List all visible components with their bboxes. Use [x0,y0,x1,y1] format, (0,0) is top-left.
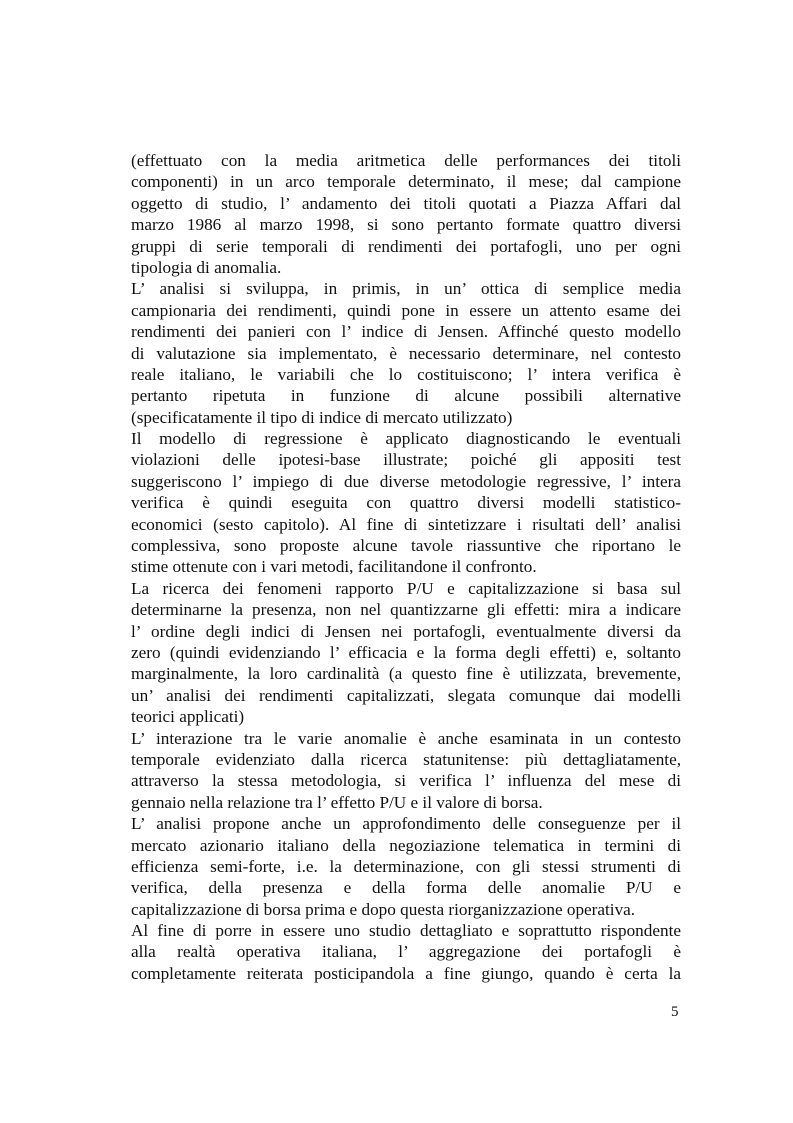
text-line: (effettuato con la media aritmetica delle performances dei titoli [131,151,681,170]
paragraph [131,813,681,920]
paragraph [131,578,681,728]
text-line: verifica, della presenza e della forma delle anomalie P/U e [131,878,681,898]
text-line: stime ottenute con i vari metodi, facilitandone il confronto. [131,557,537,577]
text-line: campionaria dei rendimenti, quindi pone in essere un attento esame dei [131,300,681,320]
text-line: gennaio nella relazione tra l’ effetto P/U e il valore di borsa. [131,792,543,812]
text-line: gruppi di serie temporali di rendimenti dei portafogli, uno per ogni [131,236,681,256]
text-line: zero (quindi evidenziando l’ efficacia e la forma degli effetti) e, soltanto [131,642,681,662]
text-line: violazioni delle ipotesi-base illustrate; poiché gli appositi test [131,450,681,470]
text-line: l’ ordine degli indici di Jensen nei portafogli, eventualmente diversi da [131,621,681,641]
paragraph [131,150,681,278]
text-line: suggeriscono l’ impiego di due diverse metodologie regressive, l’ intera [131,471,681,491]
text-line: marzo 1986 al marzo 1998, si sono pertanto formate quattro diversi [131,215,681,235]
text-line: componenti) in un arco temporale determinato, il mese; dal campione [131,172,681,192]
text-line: Al fine di porre in essere uno studio dettagliato e soprattutto rispondente [131,921,681,941]
text-line: economici (sesto capitolo). Al fine di sintetizzare i risultati dell’ analisi [131,514,681,534]
page-number: 5 [671,1004,679,1020]
paragraph [131,428,681,578]
text-line: alla realtà operativa italiana, l’ aggregazione dei portafogli è [131,942,681,962]
paragraph [131,278,681,428]
text-line: L’ interazione tra le varie anomalie è anche esaminata in un contesto [131,728,681,748]
text-line: determinarne la presenza, non nel quantizzarne gli effetti: mira a indicare [131,600,681,620]
paragraph [131,920,681,984]
text-line: efficienza semi-forte, i.e. la determinazione, con gli stessi strumenti di [131,856,681,876]
text-line: di valutazione sia implementato, è necessario determinare, nel contesto [131,343,681,363]
text-line: capitalizzazione di borsa prima e dopo questa riorganizzazione operativa. [131,899,636,919]
text-line: complessiva, sono proposte alcune tavole riassuntive che riportano le [131,536,681,556]
text-line: Il modello di regressione è applicato diagnosticando le eventuali [131,429,681,449]
text-line: La ricerca dei fenomeni rapporto P/U e capitalizzazione si basa sul [131,578,681,598]
text-line: L’ analisi propone anche un approfondimento delle conseguenze per il [131,814,681,834]
text-line: pertanto ripetuta in funzione di alcune possibili alternative [131,386,681,406]
text-line: oggetto di studio, l’ andamento dei titoli quotati a Piazza Affari dal [131,193,681,213]
text-line: (specificatamente il tipo di indice di mercato utilizzato) [131,407,513,427]
text-line: verifica è quindi eseguita con quattro diversi modelli statistico- [131,493,681,513]
text-line: L’ analisi si sviluppa, in primis, in un’ ottica di semplice media [131,279,681,299]
text-line: tipologia di anomalia. [131,257,282,277]
paragraph [131,728,681,814]
text-line: rendimenti dei panieri con l’ indice di Jensen. Affinché questo modello [131,322,681,342]
text-line: mercato azionario italiano della negoziazione telematica in termini di [131,835,681,855]
text-line: temporale evidenziato dalla ricerca statunitense: più dettagliatamente, [131,749,681,769]
text-line: teorici applicati) [131,707,245,727]
text-line: attraverso la stessa metodologia, si verifica l’ influenza del mese di [131,771,681,791]
text-line: reale italiano, le variabili che lo costituiscono; l’ intera verifica è [131,364,681,384]
text-line: un’ analisi dei rendimenti capitalizzati, slegata comunque dai modelli [131,685,681,705]
text-line: completamente reiterata posticipandola a fine giungo, quando è certa la [131,963,681,983]
text-line: marginalmente, la loro cardinalità (a questo fine è utilizzata, brevemente, [131,664,681,684]
body-text [131,150,681,984]
